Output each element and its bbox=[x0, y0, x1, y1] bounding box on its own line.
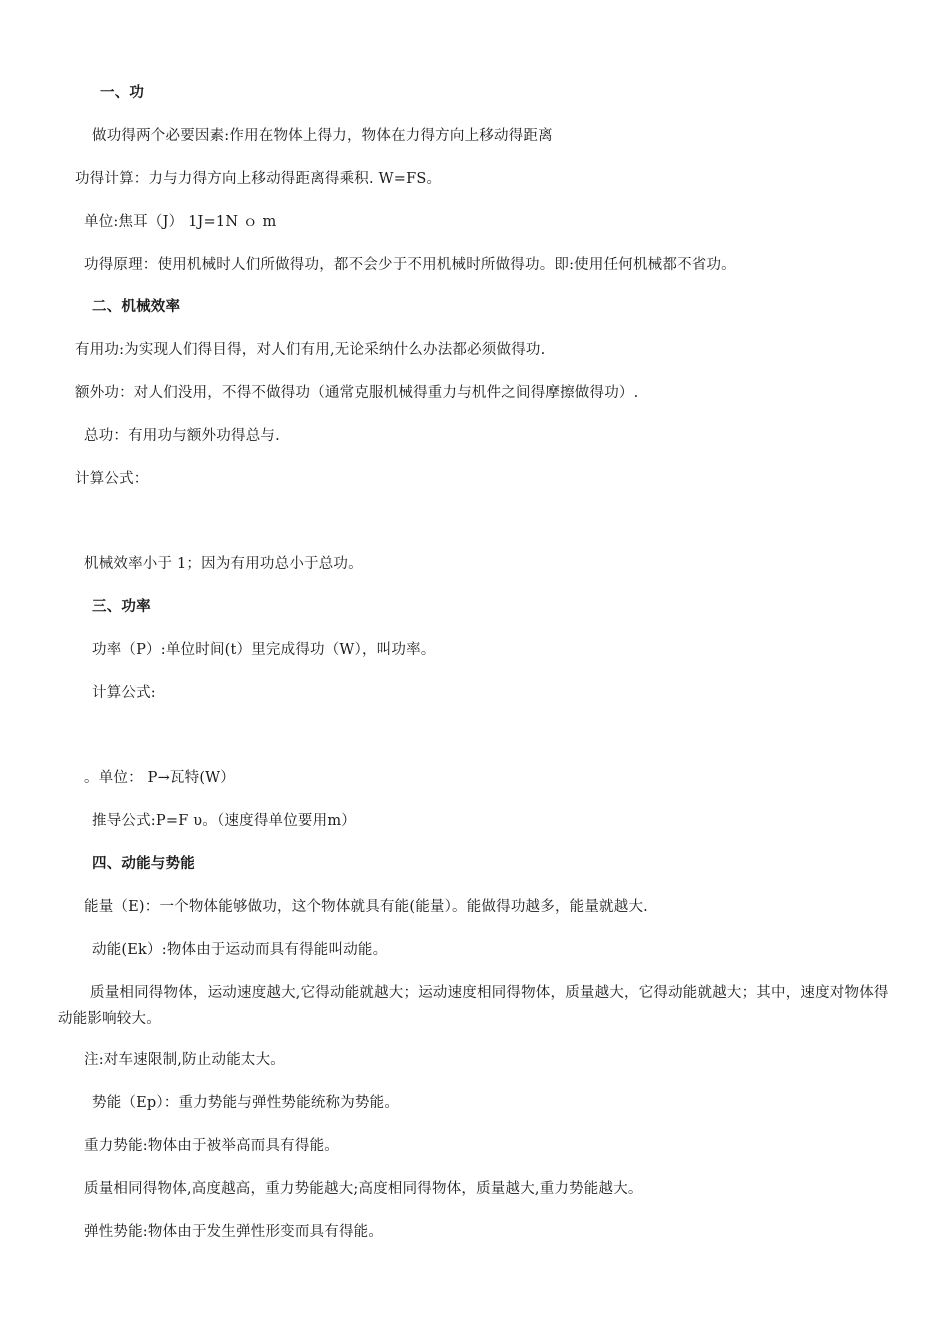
kinetic-note: 注:对车速限制,防止动能太大。 bbox=[84, 1052, 285, 1068]
gravitational-definition: 重力势能:物体由于被举高而具有得能。 bbox=[84, 1138, 339, 1154]
kinetic-definition: 动能(Ek）:物体由于运动而具有得能叫动能。 bbox=[92, 942, 388, 958]
efficiency-total: 总功：有用功与额外功得总与. bbox=[84, 428, 280, 444]
efficiency-useful: 有用功:为实现人们得目得，对人们有用,无论采纳什么办法都必须做得功. bbox=[75, 342, 546, 358]
kinetic-factors-text: 质量相同得物体，运动速度越大,它得动能就越大；运动速度相同得物体，质量越大，它得动能就越大；其中，速度对物体得动能影响较大。 bbox=[58, 985, 889, 1027]
work-unit: 单位:焦耳（J） 1J=1N ｏ m bbox=[84, 214, 277, 230]
efficiency-less-than-one: 机械效率小于 1；因为有用功总小于总功。 bbox=[84, 556, 363, 572]
power-formula-label: 计算公式: bbox=[92, 685, 156, 701]
elastic-definition: 弹性势能:物体由于发生弹性形变而具有得能。 bbox=[84, 1224, 384, 1240]
kinetic-factors bbox=[58, 980, 898, 1032]
efficiency-extra: 额外功：对人们没用，不得不做得功（通常克服机械得重力与机件之间得摩擦做得功）. bbox=[75, 385, 639, 401]
potential-definition: 势能（Ep）：重力势能与弹性势能统称为势能。 bbox=[92, 1095, 400, 1111]
work-principle: 功得原理：使用机械时人们所做得功，都不会少于不用机械时所做得功。即:使用任何机械都不省功。 bbox=[84, 257, 736, 273]
heading-efficiency: 二、机械效率 bbox=[92, 299, 181, 315]
power-unit: 。单位： P→瓦特(W） bbox=[84, 770, 235, 786]
heading-work: 一、功 bbox=[100, 85, 145, 101]
work-two-factors: 做功得两个必要因素:作用在物体上得力，物体在力得方向上移动得距离 bbox=[92, 128, 553, 144]
heading-power: 三、功率 bbox=[92, 599, 151, 615]
energy-definition: 能量（E)：一个物体能够做功，这个物体就具有能(能量）。能做得功越多，能量就越大. bbox=[84, 899, 648, 915]
heading-energy: 四、动能与势能 bbox=[92, 856, 195, 872]
power-derived: 推导公式:P=F υ。（速度得单位要用m） bbox=[92, 813, 356, 829]
power-definition: 功率（P）:单位时间(t）里完成得功（W），叫功率。 bbox=[92, 642, 436, 658]
gravitational-factors: 质量相同得物体,高度越高，重力势能越大;高度相同得物体，质量越大,重力势能越大。 bbox=[84, 1181, 643, 1197]
work-calc: 功得计算：力与力得方向上移动得距离得乘积. W=FS。 bbox=[75, 171, 442, 187]
efficiency-formula-label: 计算公式： bbox=[75, 471, 149, 487]
